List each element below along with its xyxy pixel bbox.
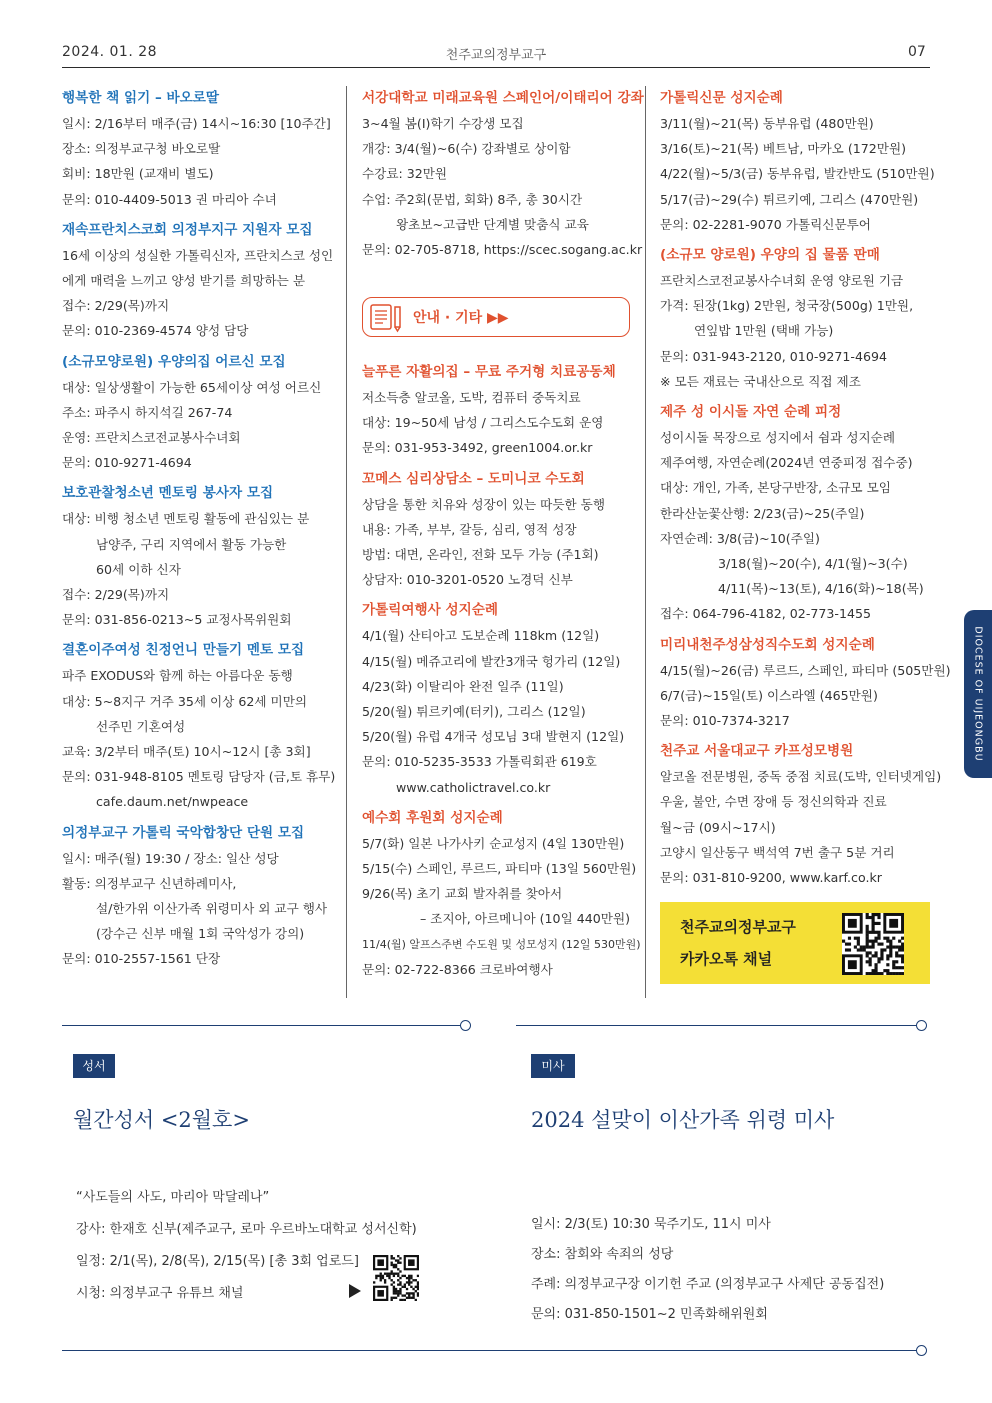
notice-section — [62, 481, 340, 632]
notice-section — [362, 360, 638, 461]
section-line: 문의: 010-2369-4574 양성 담당 — [62, 323, 249, 339]
section-heading: 재속프란치스코회 의정부지구 지원자 모집 — [62, 221, 313, 238]
section-heading: 제주 성 이시돌 자연 순례 피정 — [660, 404, 842, 421]
section-line: 알코올 전문병원, 중독 중점 치료(도박, 인터넷게임) — [660, 769, 942, 785]
section-line: 교육: 3/2부터 매주(토) 10시~12시 [총 3회] — [62, 744, 311, 760]
section-line: 11/4(월) 알프스주변 수도원 및 성모성지 (12일 530만원) — [362, 937, 641, 951]
section-line: 60세 이하 신자 — [96, 561, 181, 577]
section-divider — [516, 1025, 918, 1026]
mass-title: 2024 설맞이 이산가족 위령 미사 — [531, 1108, 835, 1132]
section-line: 문의: 031-948-8105 멘토링 담당자 (금,토 휴무) — [62, 769, 336, 785]
section-heading: 천주교 서울대교구 카프성모병원 — [660, 743, 854, 760]
bible-title: 월간성서 <2월호> — [73, 1108, 250, 1132]
side-tab — [964, 610, 992, 778]
section-line: 일시: 매주(월) 19:30 / 장소: 일산 성당 — [62, 850, 279, 866]
section-line: 5/7(화) 일본 나가사키 순교성지 (4일 130만원) — [362, 835, 625, 851]
section-heading: 서강대학교 미래교육원 스페인어/이태리어 강좌 — [362, 90, 644, 106]
notice-section — [62, 638, 340, 814]
section-heading: 결혼이주여성 친정언니 만들기 멘토 모집 — [62, 642, 305, 659]
section-line: 문의: 02-705-8718, https://scec.sogang.ac.kr — [362, 242, 643, 258]
section-line: 3~4월 봄(I)학기 수강생 모집 — [362, 116, 524, 131]
section-line: 설/한가위 이산가족 위령미사 외 교구 행사 — [96, 901, 328, 917]
section-line: 장소: 의정부교구청 바오로딸 — [62, 141, 221, 157]
section-line: 상담자: 010-3201-0520 노경덕 신부 — [362, 572, 573, 588]
section-line: 문의: 031-943-2120, 010-9271-4694 — [660, 348, 888, 364]
section-line: 접수: 2/29(목)까지 — [62, 298, 170, 314]
section-line: 일시: 2/16부터 매주(금) 14시~16:30 [10주간] — [62, 116, 331, 131]
column-middle-top — [362, 86, 644, 268]
notice-section — [660, 86, 934, 237]
section-line: 월~금 (09시~17시) — [660, 819, 776, 835]
notice-label: 안내 · 기타 ▶▶ — [413, 310, 509, 326]
section-line: 5/20(월) 유럽 4개국 성모님 3대 발현지 (12일) — [362, 729, 625, 745]
section-line: 문의: 010-7374-3217 — [660, 713, 790, 729]
section-heading: 가톨릭여행사 성지순례 — [362, 602, 499, 619]
section-line: ※ 모든 재료는 국내산으로 직접 제조 — [660, 373, 861, 389]
section-line: 에게 매력을 느끼고 양성 받기를 희망하는 분 — [62, 273, 305, 289]
notice-section — [362, 86, 644, 262]
section-line: 파주 EXODUS와 함께 하는 아름다운 동행 — [62, 668, 293, 684]
section-heading: 보호관찰청소년 멘토링 봉사자 모집 — [62, 485, 274, 502]
section-line: 접수: 2/29(목)까지 — [62, 587, 170, 603]
section-line: 4/22(월)~5/3(금) 동부유럽, 발칸반도 (510만원) — [660, 166, 935, 182]
section-line: 4/11(목)~13(토), 4/16(화)~18(목) — [718, 581, 924, 597]
bible-line: 강사: 한재호 신부(제주교구, 로마 우르바노대학교 성서신학) — [76, 1222, 417, 1237]
notice-section — [62, 86, 340, 212]
kakao-line2: 카카오톡 채널 — [680, 950, 773, 968]
section-line: – 조지아, 아르메니아 (10일 440만원) — [420, 911, 631, 927]
notice-section — [660, 739, 942, 890]
section-line: 4/23(화) 이탈리아 완전 일주 (11일) — [362, 678, 564, 694]
section-line: 6/7(금)~15일(토) 이스라엘 (465만원) — [660, 687, 878, 703]
section-line: 대상: 비행 청소년 멘토링 활동에 관심있는 분 — [62, 511, 310, 527]
section-line: 접수: 064-796-4182, 02-773-1455 — [660, 606, 871, 622]
section-line: 16세 이상의 성실한 가톨릭신자, 프란치스코 성인 — [62, 247, 334, 263]
section-heading: 가톨릭신문 성지순례 — [660, 90, 783, 106]
section-line: 3/18(월)~20(수), 4/1(월)~3(수) — [718, 556, 908, 572]
side-tab-label: DIOCESE OF UIJEONGBU — [972, 626, 984, 762]
section-line: 왕초보~고급반 단계별 맞춤식 교육 — [396, 216, 589, 232]
column-middle-bottom — [362, 360, 641, 988]
mass-line: 일시: 2/3(토) 10:30 묵주기도, 11시 미사 — [531, 1217, 771, 1232]
notice-section — [362, 467, 638, 593]
mass-line: 주례: 의정부교구장 이기헌 주교 (의정부교구 사제단 공동집전) — [531, 1277, 885, 1292]
column-divider — [346, 86, 347, 998]
section-line: 한라산눈꽃산행: 2/23(금)~25(주일) — [660, 505, 865, 521]
qr-code-icon[interactable] — [373, 1255, 419, 1301]
section-heading: 미리내천주성삼성직수도회 성지순례 — [660, 636, 875, 653]
section-line: 대상: 5~8지구 거주 35세 이상 62세 미만의 — [62, 693, 308, 709]
notice-section — [62, 821, 340, 972]
section-line: 문의: 02-2281-9070 가톨릭신문투어 — [660, 216, 871, 232]
notice-section — [362, 598, 638, 799]
section-heading: 늘푸른 자활의집 – 무료 주거형 치료공동체 — [362, 364, 616, 380]
qr-code-icon[interactable] — [842, 913, 904, 975]
section-line: 고양시 일산동구 백석역 7번 출구 5분 거리 — [660, 844, 895, 860]
section-line: 저소득층 알코올, 도박, 컴퓨터 중독치료 — [362, 390, 581, 405]
section-line: 문의: 02-722-8366 크로바여행사 — [362, 961, 553, 977]
section-heading: 예수회 후원회 성지순례 — [362, 809, 503, 826]
section-heading: 꼬메스 심리상담소 – 도미니코 수도회 — [362, 470, 585, 487]
section-line: 연잎밥 1만원 (택배 가능) — [694, 323, 834, 339]
section-line: 남양주, 구리 지역에서 활동 가능한 — [96, 536, 287, 552]
page-number: 07 — [908, 44, 926, 60]
kakao-line1: 천주교의정부교구 — [680, 918, 796, 936]
divider-dot — [916, 1020, 927, 1031]
section-line: 개강: 3/4(월)~6(수) 강좌별로 상이함 — [362, 141, 571, 157]
section-line: 상담을 통한 치유와 성장이 있는 따듯한 동행 — [362, 496, 605, 512]
column-divider — [645, 86, 646, 998]
section-line: 3/16(토)~21(목) 베트남, 마카오 (172만원) — [660, 141, 907, 157]
section-line: 4/15(월) 메쥬고리에 발칸3개국 헝가리 (12일) — [362, 653, 621, 669]
section-line: 문의: 031-856-0213~5 교정사목위원회 — [62, 612, 292, 628]
divider-dot — [916, 1345, 927, 1356]
bible-quote: “사도들의 사도, 마리아 막달레나” — [76, 1190, 270, 1205]
section-line: 제주여행, 자연순례(2024년 연중피정 접수중) — [660, 455, 913, 471]
section-line: 4/15(월)~26(금) 루르드, 스페인, 파티마 (505만원) — [660, 662, 951, 678]
section-line: 수업: 주2회(문법, 회화) 8주, 총 30시간 — [362, 191, 583, 207]
header-rule — [62, 67, 930, 68]
section-line: 문의: 031-810-9200, www.karf.co.kr — [660, 870, 882, 886]
section-badge-bible: 성서 — [73, 1054, 115, 1078]
section-line: 문의: 010-4409-5013 권 마리아 수녀 — [62, 191, 277, 207]
section-line: 프란치스코전교봉사수녀회 운영 양로원 기금 — [660, 273, 904, 289]
notice-section — [62, 218, 340, 344]
section-heading: 행복한 책 읽기 – 바오로딸 — [62, 90, 220, 106]
section-line: 주소: 파주시 하지석길 267-74 — [62, 404, 233, 420]
section-line: 대상: 일상생활이 가능한 65세이상 여성 어르신 — [62, 379, 322, 395]
notice-section — [62, 350, 340, 476]
mass-line: 문의: 031-850-1501~2 민족화해위원회 — [531, 1307, 768, 1322]
section-line: 우울, 불안, 수면 장애 등 정신의학과 진료 — [660, 794, 887, 810]
section-line: 대상: 19~50세 남성 / 그리스도수도회 운영 — [362, 415, 604, 431]
section-divider — [62, 1025, 464, 1026]
section-line: www.catholictravel.co.kr — [396, 779, 551, 795]
publication-title: 천주교의정부교구 — [445, 48, 547, 63]
section-line: 5/17(금)~29(수) 튀르키예, 그리스 (470만원) — [660, 191, 919, 207]
section-line: cafe.daum.net/nwpeace — [96, 794, 249, 810]
section-line: 문의: 010-5235-3533 가톨릭회관 619호 — [362, 754, 597, 770]
section-heading: 의정부교구 가톨릭 국악합창단 단원 모집 — [62, 824, 305, 841]
section-heading: (소규모양로원) 우양의집 어르신 모집 — [62, 353, 286, 370]
section-line: 자연순례: 3/8(금)~10(주일) — [660, 530, 820, 546]
column-left — [62, 86, 340, 978]
section-line: 내용: 가족, 부부, 갈등, 심리, 영적 성장 — [362, 521, 577, 537]
notice-banner — [362, 297, 630, 337]
divider-dot — [460, 1020, 471, 1031]
section-line: 운영: 프란치스코전교봉사수녀회 — [62, 430, 241, 446]
notice-section — [660, 633, 951, 734]
section-heading: (소규모 양로원) 우양의 집 물품 판매 — [660, 247, 880, 264]
section-line: 3/11(월)~21(목) 동부유럽 (480만원) — [660, 116, 874, 131]
play-icon[interactable] — [349, 1284, 361, 1298]
section-line: 활동: 의정부교구 신년하례미사, — [62, 875, 237, 891]
notice-section — [660, 243, 934, 394]
section-line: (강수근 신부 매월 1회 국악성가 강의) — [96, 926, 305, 942]
bible-line: 일정: 2/1(목), 2/8(목), 2/15(목) [총 3회 업로드] — [76, 1254, 359, 1269]
issue-date: 2024. 01. 28 — [62, 44, 158, 60]
section-line: 9/26(목) 초기 교회 발자취를 찾아서 — [362, 886, 563, 902]
section-line: 4/1(월) 산티아고 도보순례 118km (12일) — [362, 628, 600, 644]
section-line: 대상: 개인, 가족, 본당구반장, 소규모 모임 — [660, 480, 891, 496]
section-line: 선주민 기혼여성 — [96, 718, 186, 734]
notice-section — [362, 806, 641, 982]
section-line: 회비: 18만원 (교재비 별도) — [62, 166, 214, 182]
section-line: 문의: 031-953-3492, green1004.or.kr — [362, 440, 593, 456]
section-line: 5/15(수) 스페인, 루르드, 파티마 (13일 560만원) — [362, 861, 637, 877]
column-right — [660, 86, 951, 896]
kakao-channel-box — [660, 902, 930, 984]
notepad-pencil-icon — [365, 301, 409, 333]
notice-section — [660, 400, 934, 627]
section-line: 가격: 된장(1kg) 2만원, 청국장(500g) 1만원, — [660, 298, 914, 314]
section-badge-mass: 미사 — [531, 1054, 575, 1078]
footer-rule — [62, 1350, 918, 1351]
mass-line: 장소: 참회와 속죄의 성당 — [531, 1247, 674, 1262]
section-line: 문의: 010-9271-4694 — [62, 455, 192, 471]
bible-line: 시청: 의정부교구 유튜브 채널 — [76, 1286, 244, 1301]
section-line: 방법: 대면, 온라인, 전화 모두 가능 (주1회) — [362, 547, 599, 563]
section-line: 수강료: 32만원 — [362, 166, 448, 182]
section-line: 성이시돌 목장으로 성지에서 쉼과 성지순례 — [660, 430, 895, 446]
section-line: 5/20(월) 튀르키예(터키), 그리스 (12일) — [362, 704, 586, 720]
section-line: 문의: 010-2557-1561 단장 — [62, 951, 221, 967]
